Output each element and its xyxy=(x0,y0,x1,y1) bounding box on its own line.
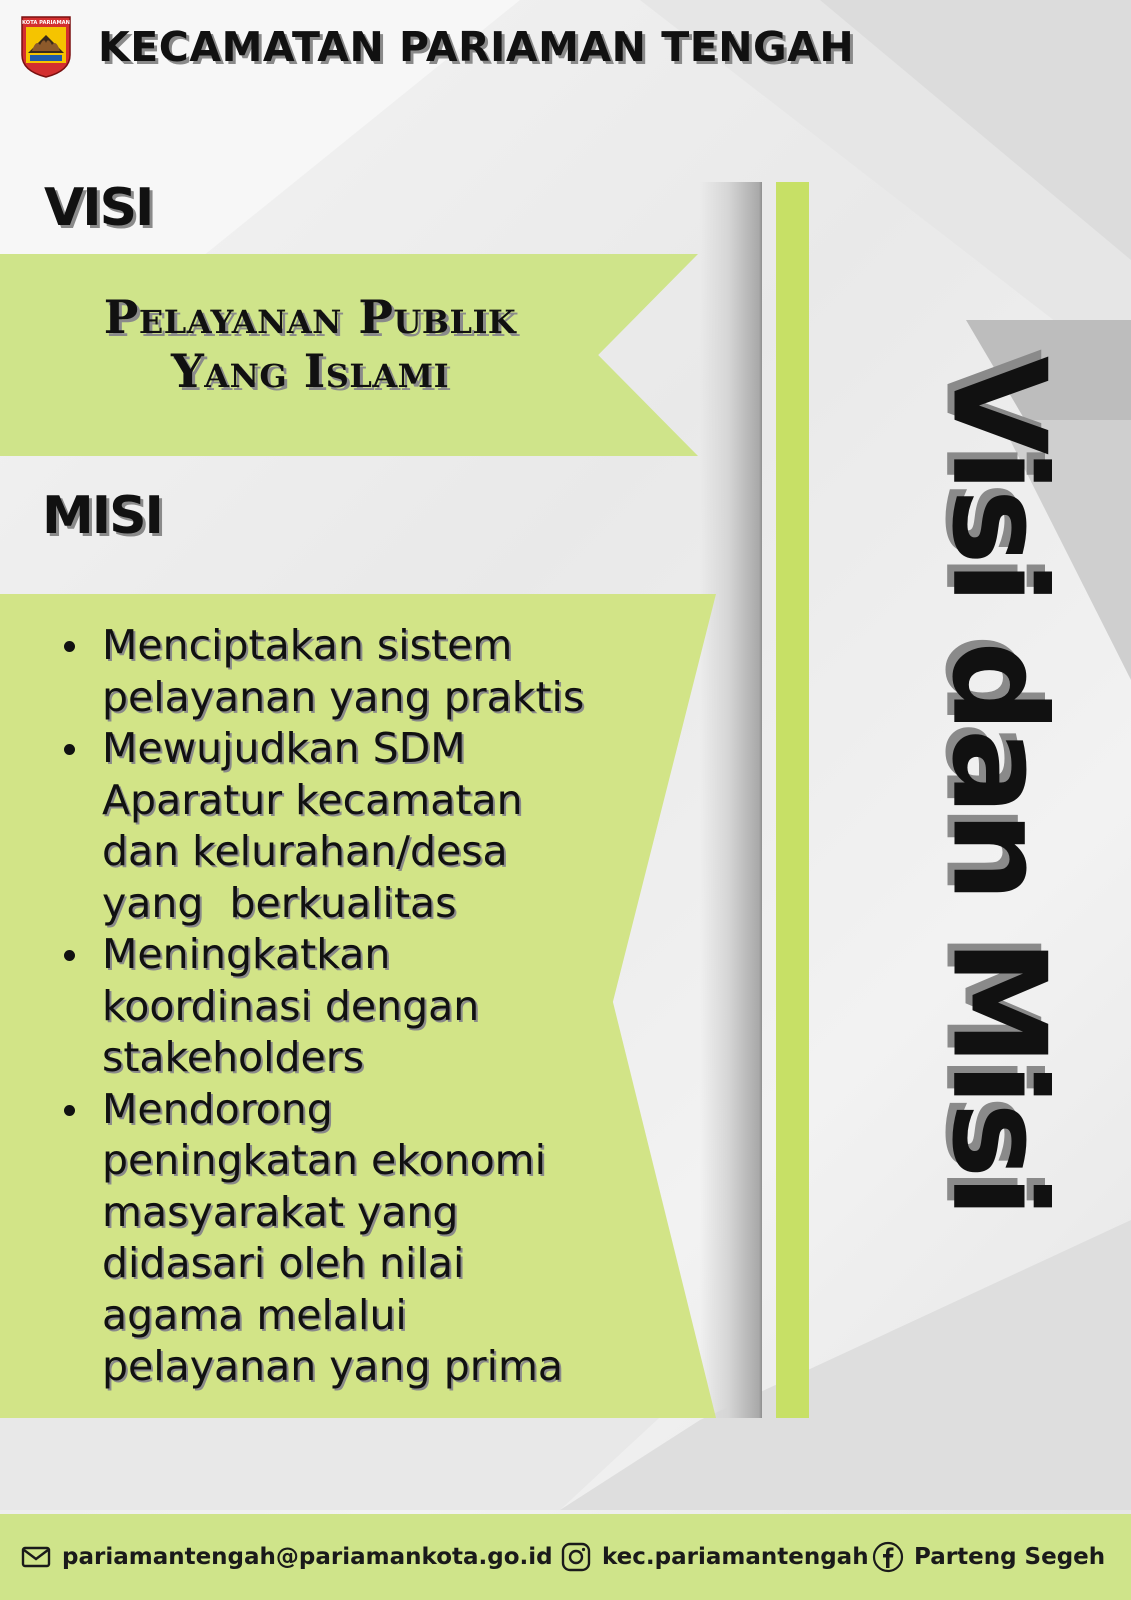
misi-item xyxy=(56,620,646,723)
instagram-text: kec.pariamantengah xyxy=(602,1544,869,1570)
misi-line: Mendorong xyxy=(102,1084,333,1133)
misi-item xyxy=(56,723,646,929)
misi-line: agama melalui xyxy=(102,1290,407,1339)
misi-line: peningkatan ekonomi xyxy=(102,1136,546,1184)
footer-facebook[interactable] xyxy=(872,1541,1105,1573)
visi-statement xyxy=(0,290,620,399)
misi-line: didasari oleh nilai xyxy=(102,1239,465,1287)
pillar-green xyxy=(776,182,809,1418)
header xyxy=(20,12,854,82)
footer xyxy=(0,1514,1131,1600)
pillar-grey xyxy=(700,182,762,1418)
mail-icon xyxy=(20,1541,52,1573)
misi-line: stakeholders xyxy=(102,1033,364,1081)
misi-list xyxy=(56,620,646,1393)
visi-label: VISI xyxy=(44,178,153,238)
visi-line-2: Yang Islami xyxy=(170,344,450,399)
misi-item xyxy=(56,929,646,1084)
misi-label: MISI xyxy=(42,486,162,546)
misi-line: pelayanan yang prima xyxy=(102,1342,564,1390)
facebook-icon xyxy=(872,1541,904,1573)
page-title: KECAMATAN PARIAMAN TENGAH xyxy=(98,23,855,71)
misi-line: masyarakat yang xyxy=(102,1187,459,1236)
misi-line: pelayanan yang praktis xyxy=(102,672,585,721)
misi-line: Aparatur kecamatan xyxy=(102,775,523,824)
footer-instagram[interactable] xyxy=(560,1541,869,1573)
misi-line: koordinasi dengan xyxy=(102,981,480,1030)
vertical-title: Visi dan Misi xyxy=(923,355,1073,1215)
facebook-text: Parteng Segeh xyxy=(914,1544,1106,1570)
instagram-icon xyxy=(560,1541,592,1573)
misi-line: Mewujudkan SDM xyxy=(102,724,466,772)
misi-line: Menciptakan sistem xyxy=(102,621,513,669)
misi-line: Meningkatkan xyxy=(102,930,391,978)
email-text: pariamantengah@pariamankota.go.id xyxy=(62,1544,553,1570)
kota-pariaman-logo xyxy=(20,15,72,79)
footer-email[interactable] xyxy=(20,1541,553,1573)
logo-text: KOTA PARIAMAN xyxy=(22,20,70,26)
misi-item xyxy=(56,1084,646,1393)
misi-line: dan kelurahan/desa xyxy=(102,827,508,875)
visi-line-1: Pelayanan Publik xyxy=(103,290,517,344)
misi-line: yang berkualitas xyxy=(102,878,457,927)
